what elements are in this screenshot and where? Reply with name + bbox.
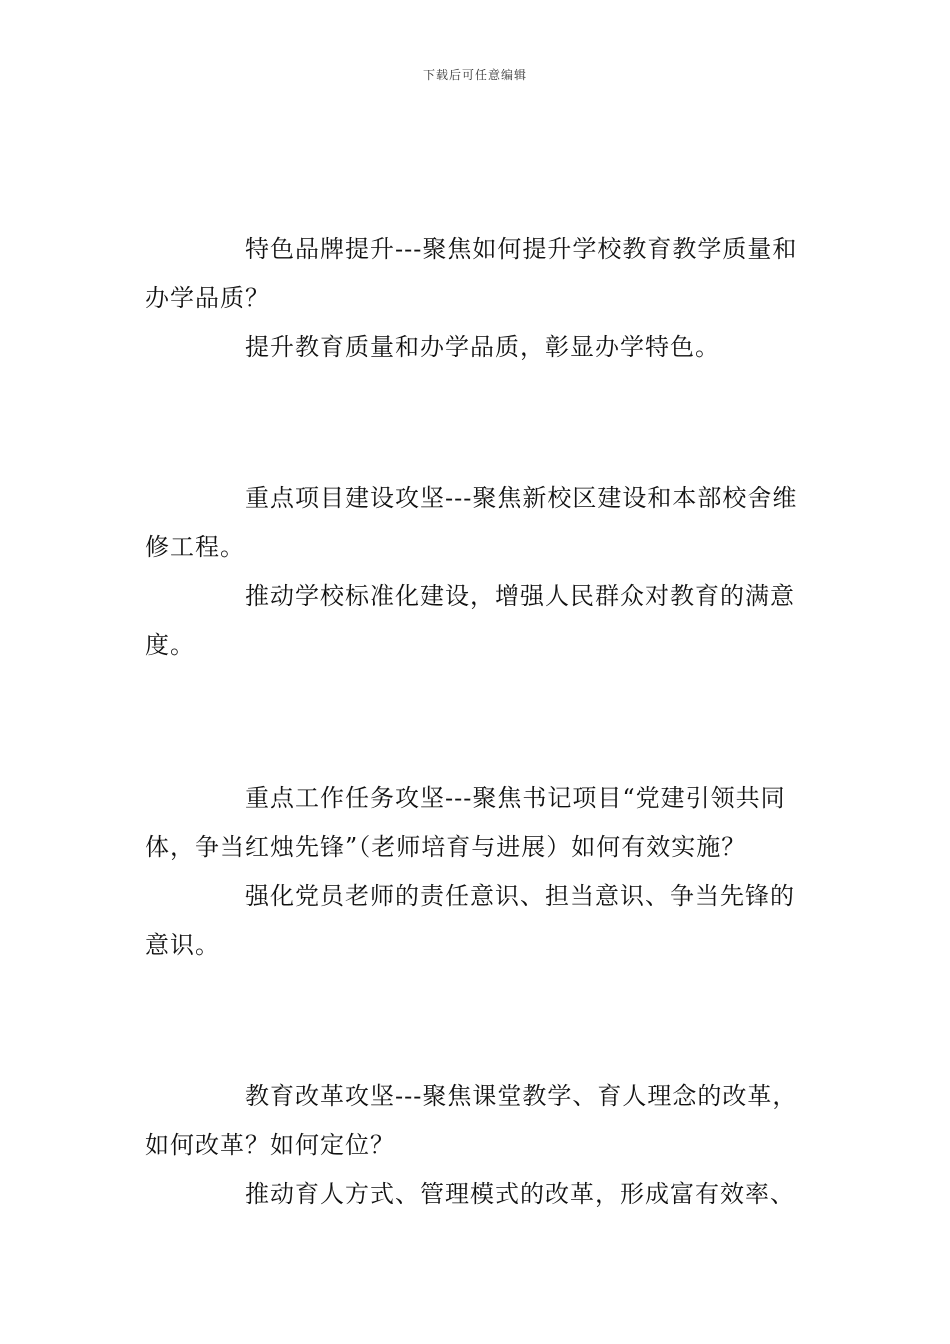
- section-brand-upgrade: [145, 225, 815, 372]
- section-body: 提升教育质量和办学品质，彰显办学特色。: [245, 333, 720, 361]
- section-heading: 教育改革攻坚---聚焦课堂教学、育人理念的改革，如何改革？如何定位？: [145, 1082, 798, 1159]
- section-key-project: [145, 474, 815, 670]
- header-note: 下载后可任意编辑: [422, 68, 527, 82]
- section-heading: 重点工作任务攻坚---聚焦书记项目“党建引领共同体，争当红烛先锋”（老师培育与进展）如何有效实施？: [145, 784, 786, 861]
- section-body: 推动育人方式、管理模式的改革，形成富有效率、: [245, 1180, 795, 1208]
- section-heading: 重点项目建设攻坚---聚焦新校区建设和本部校舍维修工程。: [145, 484, 798, 561]
- section-heading: 特色品牌提升---聚焦如何提升学校教育教学质量和办学品质？: [145, 235, 798, 312]
- section-body: 推动学校标准化建设，增强人民群众对教育的满意度。: [145, 582, 795, 659]
- section-education-reform: [145, 1072, 815, 1219]
- section-body: 强化党员老师的责任意识、担当意识、争当先锋的意识。: [145, 882, 795, 959]
- section-key-task: [145, 774, 815, 970]
